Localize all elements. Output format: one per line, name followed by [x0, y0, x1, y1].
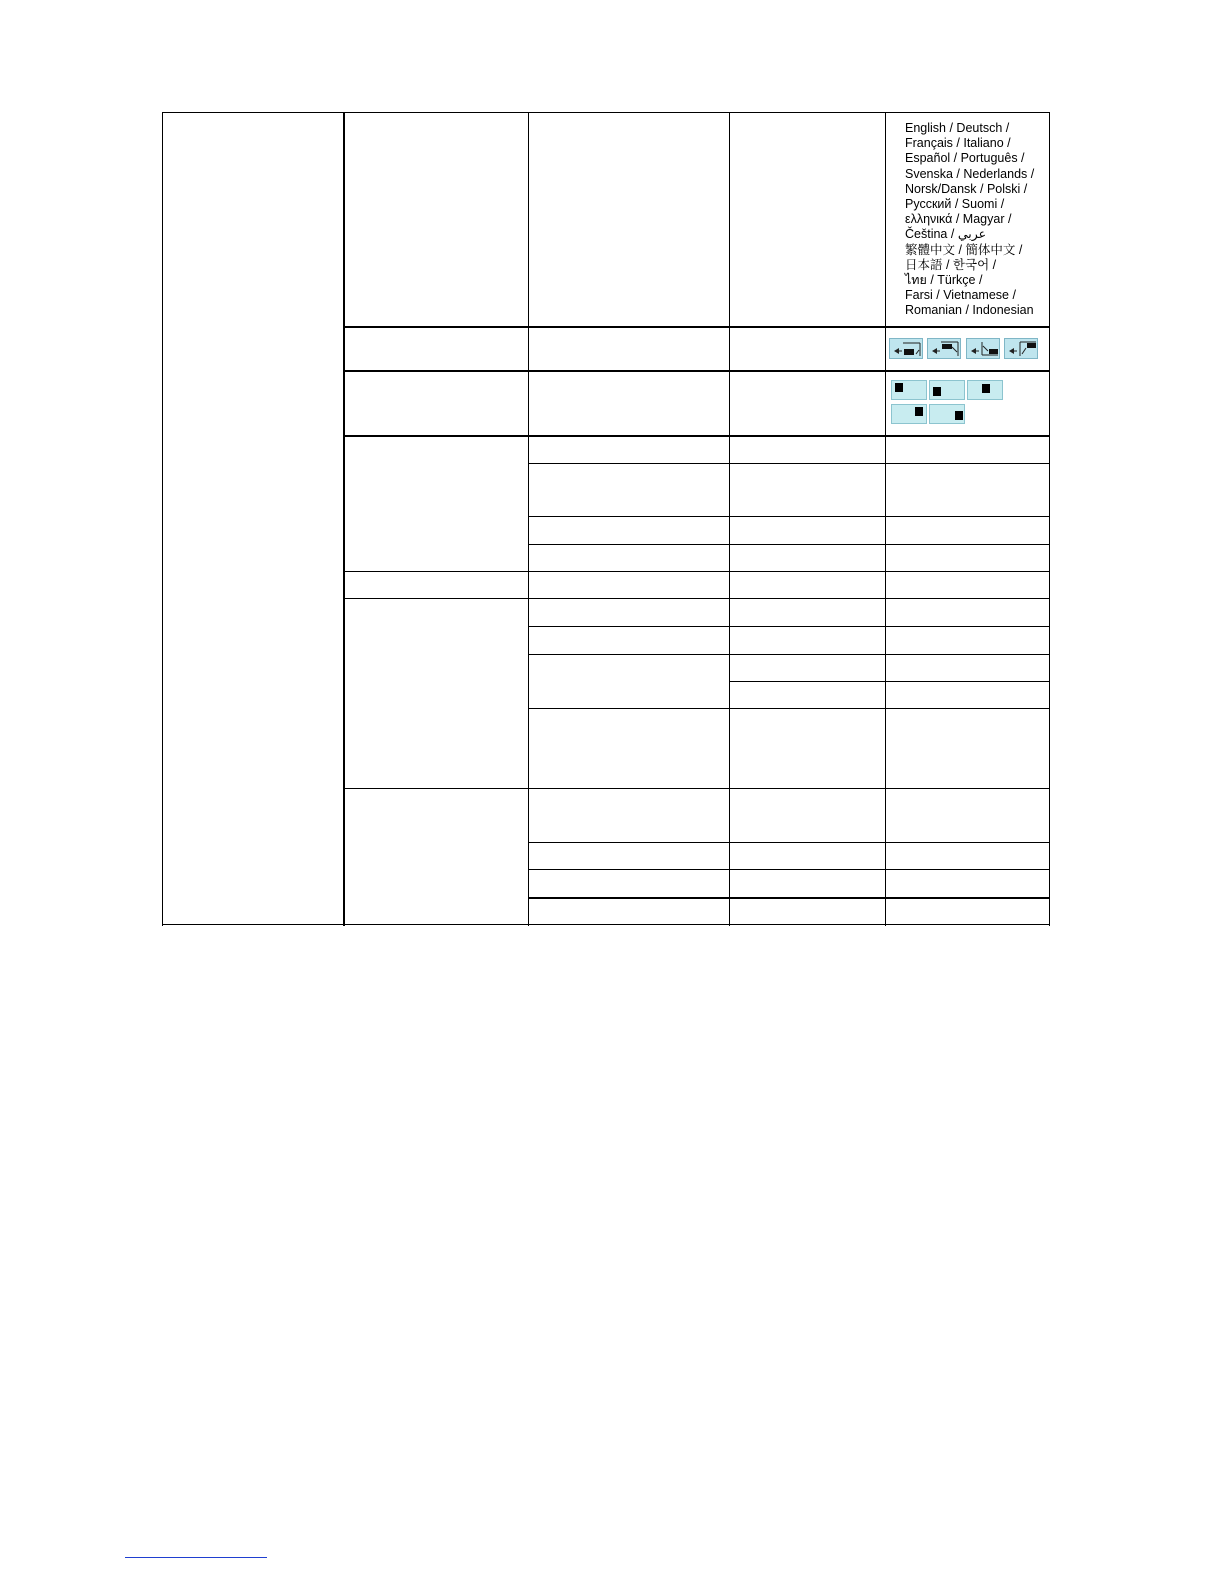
table-border-right	[1049, 112, 1050, 926]
language-line: Norsk/Dansk / Polski /	[905, 181, 1028, 196]
row-line	[344, 571, 1050, 572]
subrow-line	[529, 897, 1050, 899]
block-position-1-icon	[891, 380, 927, 400]
table-col-divider-3	[729, 112, 730, 926]
language-line: ελληνικά / Magyar /	[905, 212, 1012, 227]
subrow-line	[529, 842, 1050, 843]
table-border-bottom	[162, 924, 1050, 925]
subrow-line	[529, 708, 1050, 709]
row-line	[344, 435, 1050, 437]
language-line: Français / Italiano /	[905, 136, 1011, 151]
osd-position-bottom-right-icon	[889, 338, 923, 359]
language-line: ไทย / Türkçe /	[905, 273, 983, 288]
language-line: Русский / Suomi /	[905, 197, 1005, 212]
footer-divider	[125, 1557, 267, 1558]
subrow-line	[529, 654, 1050, 655]
language-line: 日本語 / 한국어 /	[905, 257, 997, 272]
osd-position-bottom-left-icon	[966, 338, 1000, 359]
subrow-line	[529, 626, 1050, 627]
osd-position-top-right-icon	[927, 338, 961, 359]
subrow-line	[529, 516, 1050, 517]
table-border-top	[162, 112, 1050, 113]
language-line: Svenska / Nederlands /	[905, 166, 1035, 181]
row-line	[344, 326, 1050, 328]
row-line	[344, 370, 1050, 372]
osd-position-top-left-icon	[1004, 338, 1038, 359]
language-line: English / Deutsch /	[905, 121, 1010, 135]
block-position-2-icon	[929, 380, 965, 400]
subrow-line	[730, 681, 1050, 682]
subrow-line	[529, 544, 1050, 545]
subrow-line	[529, 869, 1050, 870]
table-border-left	[162, 112, 163, 926]
language-line: 繁體中文 / 簡体中文 /	[905, 242, 1023, 257]
language-line: Español / Português /	[905, 151, 1025, 166]
table-col-divider-1	[343, 112, 345, 926]
language-options-cell	[905, 121, 1047, 319]
block-position-5-icon	[929, 404, 965, 424]
language-line: Romanian / Indonesian	[905, 303, 1034, 318]
row-line	[344, 598, 1050, 599]
block-position-4-icon	[891, 404, 927, 424]
table-col-divider-4	[885, 112, 886, 926]
subrow-line	[529, 463, 1050, 464]
language-line: Farsi / Vietnamese /	[905, 288, 1016, 303]
row-line	[344, 788, 1050, 789]
table-col-divider-2	[528, 112, 529, 926]
block-position-3-icon	[967, 380, 1003, 400]
language-line: Čeština / عربي	[905, 227, 987, 242]
